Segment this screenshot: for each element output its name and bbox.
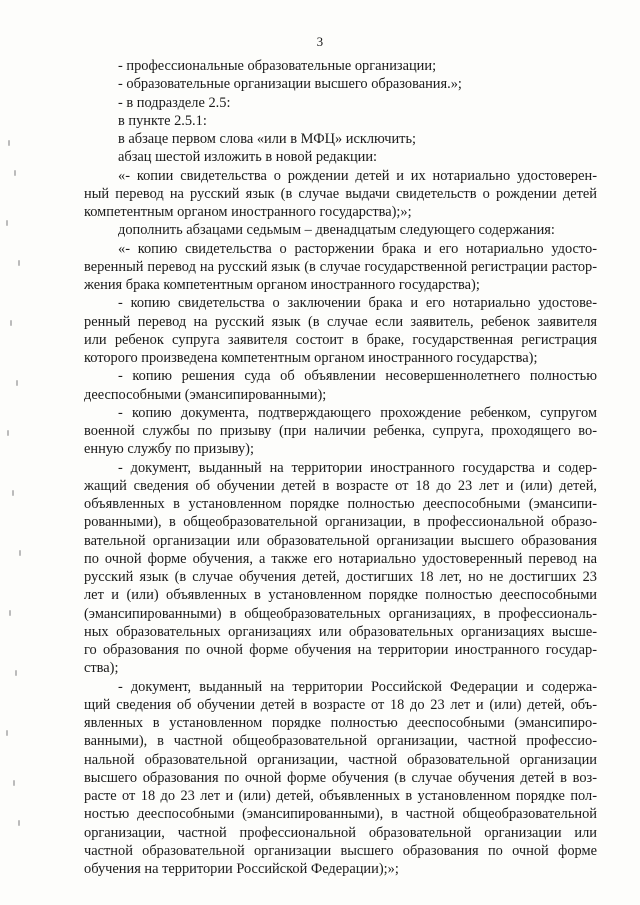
scan-speck	[18, 820, 20, 826]
scan-speck	[13, 780, 15, 786]
document-line: обучения на территории Российской Федерации);»;	[84, 861, 399, 877]
document-line: в абзаце первом слова «или в МФЦ» исключить;	[118, 131, 417, 147]
document-line: жения брака компетентным органом иностранного государства);	[84, 277, 480, 293]
document-line: явленных в установленном порядке полностью дееспособными (эмансипиро-	[84, 715, 597, 731]
scan-speck	[7, 430, 9, 436]
scan-speck	[8, 140, 10, 146]
document-line: го образования по очной форме обучения на территории иностранного государ-	[84, 642, 597, 658]
document-line: или ребенок супруга заявителя состоит в браке, государственная регистрация	[84, 331, 597, 348]
document-line: лет и (или) объявленных в установленном порядке полностью дееспособными	[84, 587, 597, 604]
document-line: вательной организации или образовательной организации высшего образования	[84, 532, 597, 549]
scan-speck	[15, 670, 17, 676]
document-line: ванными), в частной общеобразовательной организации, частной профессио-	[84, 733, 597, 750]
document-line: в пункте 2.5.1:	[118, 112, 207, 129]
document-line: ренный перевод на русский язык (в случае если заявитель, ребенок заявителя	[84, 313, 597, 330]
document-line: ных образовательных организациях или образовательных организациях высше-	[84, 623, 597, 640]
document-line: - в подразделе 2.5:	[118, 94, 231, 111]
document-line: нальной образовательной организации, частной образовательной организации	[84, 751, 597, 768]
document-line: жащий сведения об обучении детей в возрасте от 18 до 23 лет и (или) детей,	[84, 477, 597, 494]
page-number: 3	[316, 34, 324, 49]
document-line: дееспособными (эмансипированными);	[84, 386, 327, 403]
document-line: компетентным органом иностранного государства);»;	[84, 204, 412, 220]
scan-speck	[18, 260, 20, 266]
document-line: ный перевод на русский язык (в случае выдачи свидетельств о рождении детей	[84, 185, 597, 202]
scan-speck	[6, 730, 8, 736]
document-line: ностью дееспособными (эмансипированными), в частной общеобразовательной	[84, 806, 597, 823]
document-line: щий сведения об обучении детей в возрасте от 18 до 23 лет и (или) детей, объ-	[84, 696, 597, 713]
scan-speck	[16, 380, 18, 386]
scan-speck	[9, 610, 11, 616]
document-line: «- копию свидетельства о расторжении брака и его нотариально удосто-	[118, 240, 597, 257]
document-line: - профессиональные образовательные организации;	[118, 58, 437, 74]
scan-edge-noise	[0, 130, 26, 850]
document-line: по очной форме обучения, а также его нотариально удостоверенный перевод на	[84, 550, 597, 567]
document-line: дополнить абзацами седьмым – двенадцатым следующего содержания:	[118, 222, 555, 239]
document-line: расте от 18 до 23 лет и (или) детей, объявленных в установленном порядке пол-	[84, 788, 597, 804]
document-line: абзац шестой изложить в новой редакции:	[118, 149, 378, 166]
document-line: частной образовательной организации высшего образования по очной форме	[84, 842, 597, 859]
document-line: енную службу по призыву);	[84, 441, 254, 458]
scan-speck	[12, 490, 14, 496]
document-line: - копию свидетельства о заключении брака и его нотариально удостове-	[118, 295, 597, 312]
document-line: которого произведена компетентным органом иностранного государства);	[84, 350, 538, 366]
document-line: (эмансипированными) в общеобразовательных организациях, в профессиональ-	[84, 605, 597, 622]
document-line: рованными), в общеобразовательной организации, в профессиональной образо-	[84, 514, 597, 531]
scan-speck	[10, 320, 12, 326]
scan-speck	[6, 220, 8, 226]
document-body	[84, 57, 598, 878]
scan-speck	[14, 170, 16, 176]
document-line: - копию решения суда об объявлении несовершеннолетнего полностью	[118, 368, 597, 385]
document-line: - документ, выданный на территории иностранного государства и содер-	[118, 459, 597, 476]
document-line: - образовательные организации высшего образования.»;	[118, 76, 462, 93]
document-line: «- копии свидетельства о рождении детей и их нотариально удостоверен-	[118, 167, 597, 184]
scan-speck	[19, 550, 21, 556]
document-line: организации, частной профессиональной образовательной организации или	[84, 824, 597, 841]
document-line: - документ, выданный на территории Российской Федерации и содержа-	[118, 678, 597, 695]
document-line: ства);	[84, 660, 119, 677]
document-line: веренный перевод на русский язык (в случае государственной регистрации растор-	[84, 258, 597, 275]
document-line: объявленных в установленном порядке полностью дееспособными (эмансипи-	[84, 496, 597, 512]
document-line: русский язык (в случае обучения детей, достигших 18 лет, но не достигших 23	[84, 569, 597, 585]
document-line: высшего образования по очной форме обучения (в случае обучения детей в воз-	[84, 769, 597, 786]
document-line: военной службы по призыву (при наличии ребенка, супруга, проходящего во-	[84, 423, 597, 439]
document-line: - копию документа, подтверждающего прохождение ребенком, супругом	[118, 404, 597, 421]
